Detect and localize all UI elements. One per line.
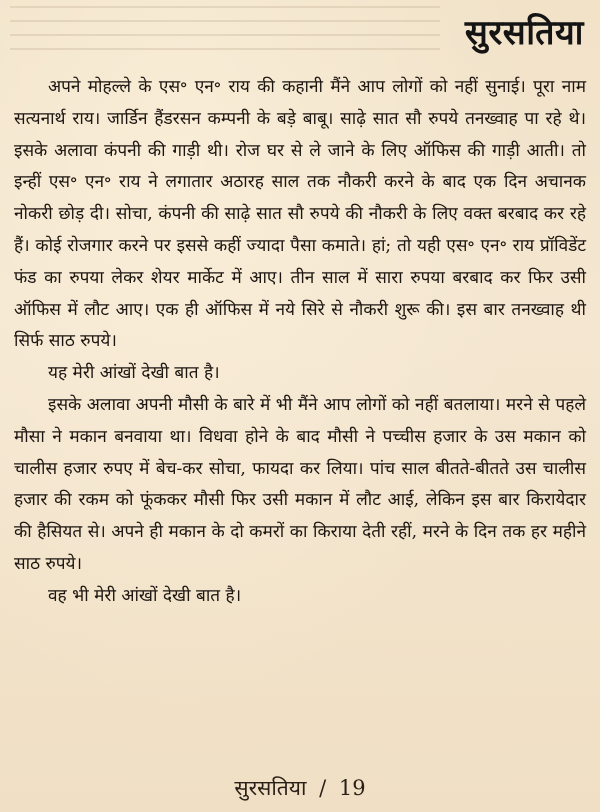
paragraph-1: अपने मोहल्ले के एस॰ एन॰ राय की कहानी मैंने आप लोगों को नहीं सुनाई। पूरा नाम सत्यनार्थ राय। जार्डिन हैंडरसन कम्पनी के बड़े बाबू। साढ़े सात सौ रुपये तनख्वाह पा रहे थे। इसके अलावा कंपनी की गाड़ी थी। रोज घर से ले जाने के लिए ऑफिस की गाड़ी आती। तो इन्हीं एस॰ एन॰ राय ने लगातार अठारह साल तक नौकरी करने के बाद एक दिन अचानक नोकरी छोड़ दी। सोचा, कंपनी की साढ़े सात सौ रुपये की नौकरी के लिए वक्त बरबाद कर रहे हैं। कोई रोजगार करने पर इससे कहीं ज्यादा पैसा कमाते। हां; तो यही एस॰ एन॰ राय प्रॉविडेंट फंड का रुपया लेकर शेयर मार्केट में आए। तीन साल में सारा रुपया बरबाद कर फिर उसी ऑफिस में लौट आए। एक ही ऑफिस में नये सिरे से नौकरी शुरू की। इस बार तनख्वाह थी सिर्फ साठ रुपये। [14,77,586,352]
page-number: 19 [338,776,366,800]
footer-title: सुरसतिया [234,776,307,800]
bleed-through-text [10,6,440,66]
page-footer [0,774,600,802]
paragraph-2: यह मेरी आंखों देखी बात है। [48,363,220,384]
body-text [14,72,586,613]
running-header-title: सुरसतिया [464,13,584,53]
paragraph-3: इसके अलावा अपनी मौसी के बारे में भी मैंने आप लोगों को नहीं बतलाया। मरने से पहले मौसा ने मकान बनवाया था। विधवा होने के बाद मौसी ने पच्चीस हजार के उस मकान को चालीस हजार रुपए में बेच-कर सोचा, फायदा कर लिया। पांच साल बीतते-बीतते उस चालीस हजार की रकम को फूंककर मौसी फिर उसी मकान में लौट आई, लेकिन इस बार किरायेदार की हैसियत से। अपने ही मकान के दो कमरों का किराया देती रहीं, मरने के दिन तक हर महीने साठ रुपये। [14,394,586,574]
paragraph-4: वह भी मेरी आंखों देखी बात है। [48,585,242,606]
footer-separator: / [319,776,327,800]
